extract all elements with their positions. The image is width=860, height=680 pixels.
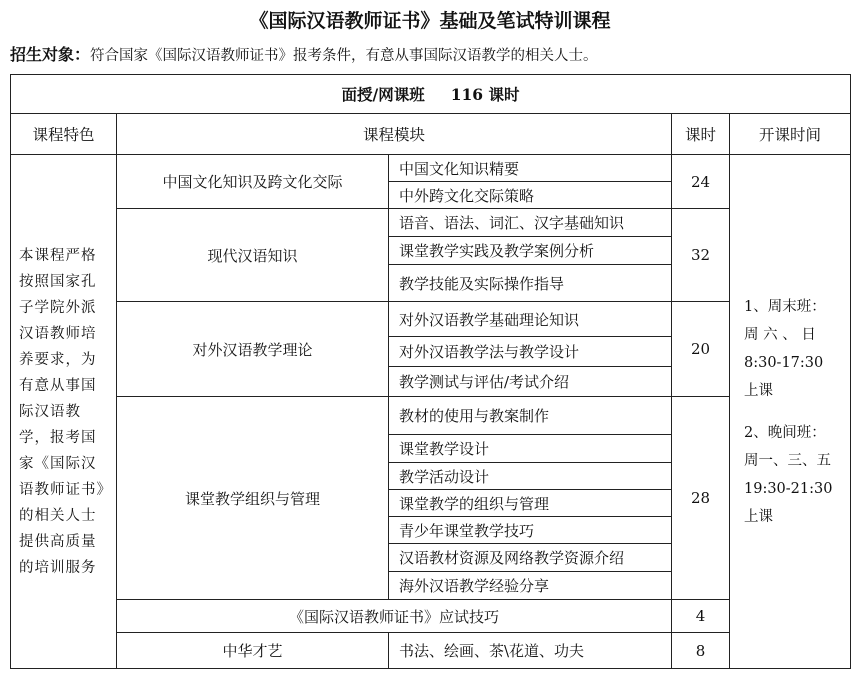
module-name: 课堂教学组织与管理 [117,397,389,600]
page-title: 《国际汉语教师证书》基础及笔试特训课程 [249,10,611,32]
header-modules: 课程模块 [117,114,672,155]
sub-module: 中外跨文化交际策略 [389,182,672,209]
module-hours: 24 [672,155,730,209]
table-row [11,600,851,633]
evening-days: 周一、三、五 [744,452,831,469]
evening-time: 19:30-21:30 [744,480,833,497]
sub-module: 教材的使用与教案制作 [389,397,672,435]
table-row [11,209,851,237]
schedule-cell [730,155,851,669]
evening-label: 2、晚间班： [744,424,826,441]
audience-label: 招生对象： [10,45,91,64]
sub-module: 课堂教学设计 [389,435,672,463]
features-cell: 本课程严格按照国家孔子学院外派汉语教师培养要求，为有意从事国际汉语教学，报考国家《国际汉语教师证书》的相关人士提供高质量的培训服务 [11,155,117,669]
module-hours: 20 [672,302,730,397]
sub-module: 海外汉语教学经验分享 [389,572,672,600]
weekend-time: 8:30-17:30 [744,354,824,371]
audience-text: 符合国家《国际汉语教师证书》报考条件，有意从事国际汉语教学的相关人士。 [90,48,598,64]
header-schedule: 开课时间 [730,114,851,155]
module-hours: 4 [672,600,730,633]
banner-cell [11,75,851,114]
class-mode: 面授/网课班 [341,85,425,104]
module-name: 现代汉语知识 [117,209,389,302]
sub-module: 书法、绘画、茶\花道、功夫 [389,633,672,669]
sub-module: 青少年课堂教学技巧 [389,517,672,544]
audience-line [10,42,598,65]
sub-module: 语音、语法、词汇、汉字基础知识 [389,209,672,237]
sub-module: 课堂教学的组织与管理 [389,490,672,517]
module-hours: 32 [672,209,730,302]
sub-module: 中国文化知识精要 [389,155,672,182]
header-hours: 课时 [672,114,730,155]
table-row [11,302,851,337]
course-table [10,74,851,669]
header-row [11,114,851,155]
weekend-suffix: 上课 [744,382,773,399]
banner-row [11,75,851,114]
sub-module: 教学活动设计 [389,463,672,490]
module-hours: 8 [672,633,730,669]
sub-module: 对外汉语教学基础理论知识 [389,302,672,337]
table-row [11,155,851,182]
sub-module: 汉语教材资源及网络教学资源介绍 [389,544,672,572]
evening-suffix: 上课 [744,508,773,525]
sub-module: 课堂教学实践及教学案例分析 [389,237,672,265]
table-row [11,397,851,435]
module-name: 中华才艺 [117,633,389,669]
module-name: 对外汉语教学理论 [117,302,389,397]
sub-module: 教学测试与评估/考试介绍 [389,367,672,397]
sub-module: 对外汉语教学法与教学设计 [389,337,672,367]
sub-module: 教学技能及实际操作指导 [389,265,672,302]
module-name: 中国文化知识及跨文化交际 [117,155,389,209]
weekend-label: 1、周末班： [744,298,826,315]
header-features: 课程特色 [11,114,117,155]
module-hours: 28 [672,397,730,600]
weekend-days: 周 六 、 日 [744,326,816,343]
module-name: 《国际汉语教师证书》应试技巧 [117,600,672,633]
total-hours: 116 课时 [450,85,520,104]
table-row [11,633,851,669]
